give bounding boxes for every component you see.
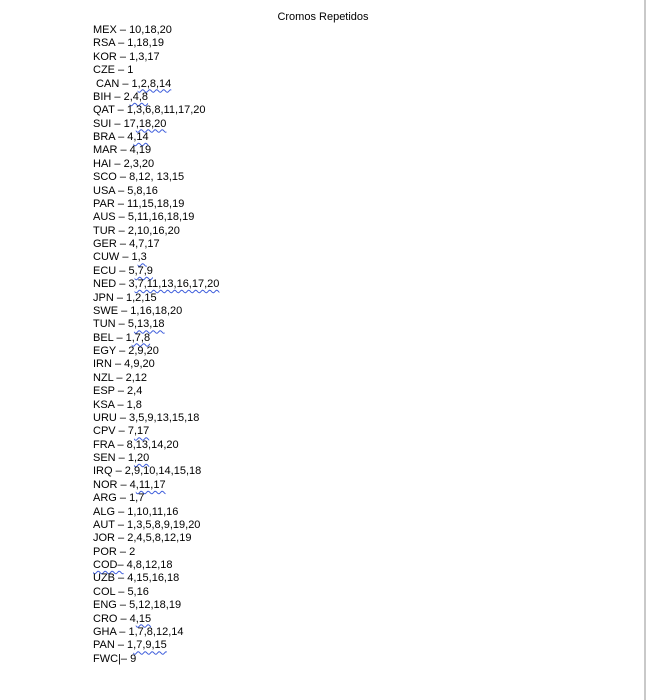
spellcheck-underlined-text: ,18,20	[135, 117, 167, 130]
line-text: CPV – 7	[93, 425, 134, 438]
line-text: CRO – 4	[93, 612, 136, 625]
text-line	[93, 546, 219, 559]
line-text: NOR – 4	[93, 478, 136, 491]
line-text: CUW – 1	[93, 251, 138, 264]
line-text: KOR – 1,3,17	[93, 50, 160, 63]
text-line	[93, 506, 219, 519]
line-text: BIH – 2	[93, 90, 130, 103]
document-title: Cromos Repetidos	[277, 11, 369, 23]
line-text: TUN – 5	[93, 318, 134, 331]
text-line	[93, 238, 219, 251]
line-text: EGY – 2,9,20	[93, 345, 159, 357]
text-line	[93, 144, 219, 157]
text-line	[93, 318, 219, 331]
line-text: ECU – 5	[93, 264, 135, 277]
text-line	[93, 37, 219, 50]
line-text: RSA – 1,18,19	[93, 37, 164, 50]
line-text: TUR – 2,10,16,20	[93, 224, 180, 237]
text-line	[93, 131, 219, 144]
line-text: MAR – 4,19	[93, 144, 152, 157]
line-text: ESP – 2,4	[93, 385, 143, 398]
text-line	[93, 278, 219, 291]
text-line	[93, 492, 219, 505]
line-text: MEX – 10,18,20	[93, 24, 172, 36]
line-text: GER – 4,7,17	[93, 238, 160, 250]
line-text: USA – 5,8,16	[93, 184, 158, 197]
spellcheck-underlined-text: ,2,8,14	[137, 77, 172, 90]
text-line	[93, 158, 219, 171]
text-line	[93, 91, 219, 104]
spellcheck-underlined-text: COD–	[93, 559, 124, 571]
text-line	[93, 452, 219, 465]
spellcheck-underlined-text: ,13,18	[133, 318, 165, 331]
text-line	[93, 626, 219, 639]
text-line	[93, 639, 219, 652]
line-text: HAI – 2,3,20	[93, 157, 155, 170]
spellcheck-underlined-text: ,15	[135, 612, 152, 625]
line-text: ARG – 1,7	[93, 492, 145, 505]
line-text: PAN – 1	[93, 639, 134, 652]
text-line	[93, 586, 219, 599]
text-line	[93, 78, 219, 91]
text-line	[93, 399, 219, 412]
text-line	[93, 118, 219, 131]
text-line	[93, 519, 219, 532]
text-line	[93, 439, 219, 452]
line-text: BRA – 4	[93, 131, 134, 143]
text-line	[93, 64, 219, 77]
text-line	[93, 599, 219, 612]
spellcheck-underlined-text: ,4,8	[129, 90, 149, 103]
spellcheck-underlined-text: ,7,9,15	[133, 639, 167, 652]
text-line	[93, 51, 219, 64]
text-line	[93, 372, 219, 385]
text-line	[93, 572, 219, 585]
spellcheck-underlined-text: ,14	[133, 131, 149, 143]
line-text: COL – 5,16	[93, 585, 149, 598]
text-line	[93, 185, 219, 198]
text-line	[93, 24, 219, 37]
text-line	[93, 385, 219, 398]
line-text: GHA – 1,7,8,12,14	[93, 625, 184, 638]
spellcheck-underlined-text: ,7,9	[134, 264, 153, 277]
sticker-list	[93, 24, 219, 666]
line-text: 4,8,12,18	[123, 559, 173, 571]
spellcheck-underlined-text: ,7,11,13,16,17,20	[134, 278, 220, 291]
line-text: ENG – 5,12,18,19	[93, 599, 182, 612]
text-line	[93, 198, 219, 211]
line-text: URU – 3,5,9,13,15,18	[93, 411, 200, 424]
line-text: FRA – 8,13,14,20	[93, 438, 179, 451]
text-line	[93, 345, 219, 358]
line-text: ALG – 1,10,11,16	[93, 505, 179, 518]
line-text: PAR – 11,15,18,19	[93, 197, 185, 210]
line-text: FWC|– 9	[93, 652, 137, 665]
text-line	[93, 532, 219, 545]
line-text: IRQ – 2,9,10,14,15,18	[93, 465, 202, 478]
line-text: SEN – 1	[93, 452, 134, 464]
spellcheck-underlined-text: ,11,17	[135, 478, 166, 491]
line-text: NZL – 2,12	[93, 371, 148, 384]
text-line	[93, 225, 219, 238]
spellcheck-underlined-text: ,7,8	[131, 331, 151, 344]
text-line	[93, 465, 219, 478]
line-text: IRN – 4,9,20	[93, 358, 155, 371]
text-line	[93, 412, 219, 425]
text-line	[93, 305, 219, 318]
spellcheck-underlined-text: ,3	[137, 251, 147, 264]
line-text: BEL – 1	[93, 331, 132, 344]
text-line	[93, 653, 219, 666]
line-text: JOR – 2,4,5,8,12,19	[93, 532, 192, 545]
line-text: JPN – 1,2,15	[93, 291, 157, 304]
text-line	[93, 613, 219, 626]
line-text: NED – 3	[93, 278, 135, 291]
text-line	[93, 425, 219, 438]
line-text: SUI – 17	[93, 117, 136, 130]
text-line	[93, 358, 219, 371]
spellcheck-underlined-text: ,20	[133, 452, 150, 464]
text-line	[93, 211, 219, 224]
text-line	[93, 251, 219, 264]
line-text: CAN – 1	[93, 77, 138, 90]
line-text: UZB – 4,15,16,18	[93, 572, 180, 585]
text-line	[93, 559, 219, 572]
text-line	[93, 265, 219, 278]
text-line	[93, 104, 219, 117]
text-line	[93, 171, 219, 184]
text-line	[93, 332, 219, 345]
line-text: QAT – 1,3,6,8,11,17,20	[93, 104, 206, 117]
line-text: AUS – 5,11,16,18,19	[93, 211, 195, 224]
text-line	[93, 479, 219, 492]
line-text: KSA – 1,8	[93, 398, 142, 411]
line-text: SWE – 1,16,18,20	[93, 304, 183, 317]
text-line	[93, 292, 219, 305]
spellcheck-underlined-text: ,17	[133, 425, 150, 438]
line-text: POR – 2	[93, 545, 136, 558]
line-text: CZE – 1	[93, 64, 134, 77]
line-text: SCO – 8,12, 13,15	[93, 171, 185, 184]
line-text: AUT – 1,3,5,8,9,19,20	[93, 518, 201, 531]
